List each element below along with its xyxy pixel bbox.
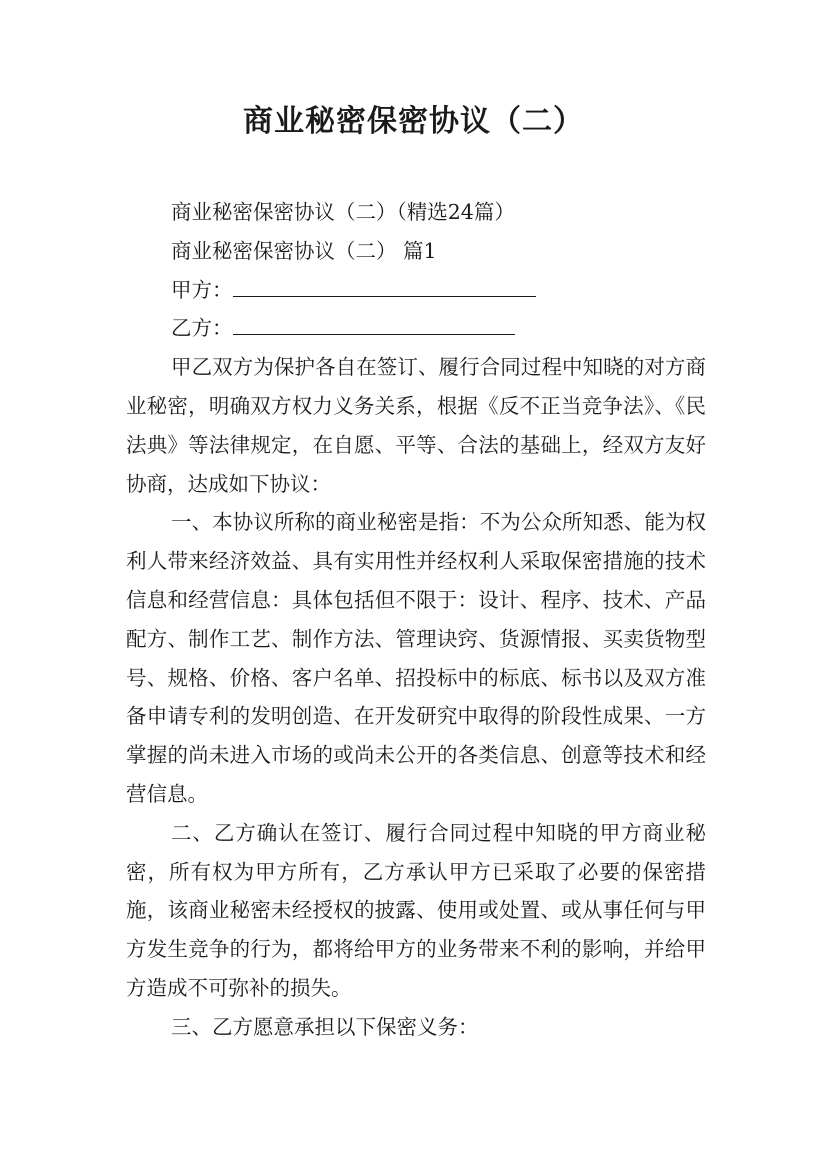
party-b-line (126, 309, 706, 348)
party-b-blank (233, 310, 515, 335)
paragraph-clause-1: 一、本协议所称的商业秘密是指：不为公众所知悉、能为权利人带来经济效益、具有实用性并经权利人采取保密措施的技术信息和经营信息：具体包括但不限于：设计、程序、技术、产品配方、制作工艺、制作方法、管理诀窍、货源情报、买卖货物型号、规格、价格、客户名单、招投标中的标底、标书以及双方准备申请专利的发明创造、在开发研究中取得的阶段性成果、一方掌握的尚未进入市场的或尚未公开的各类信息、创意等技术和经营信息。 (126, 510, 706, 806)
document-title: 商业秘密保密协议（二） (243, 104, 584, 139)
party-b-label: 乙方： (171, 316, 233, 341)
party-a-blank (233, 272, 536, 297)
document-subtitle: 商业秘密保密协议（二）（精选24篇） (171, 200, 515, 224)
party-a-line (126, 271, 706, 310)
section-heading: 商业秘密保密协议（二） 篇1 (171, 238, 437, 263)
party-a-label: 甲方： (171, 277, 233, 302)
paragraph-preamble: 甲乙双方为保护各自在签订、履行合同过程中知晓的对方商业秘密，明确双方权力义务关系，根据《反不正当竞争法》、《民法典》等法律规定，在自愿、平等、合法的基础上，经双方友好协商，达成如下协议： (126, 355, 706, 496)
paragraph-clause-2: 二、乙方确认在签订、履行合同过程中知晓的甲方商业秘密，所有权为甲方所有，乙方承认甲方已采取了必要的保密措施，该商业秘密未经授权的披露、使用或处置、或从事任何与甲方发生竞争的行为，都将给甲方的业务带来不利的影响，并给甲方造成不可弥补的损失。 (126, 820, 706, 1000)
paragraph-clause-3: 三、乙方愿意承担以下保密义务： (171, 1014, 479, 1039)
document-body (126, 193, 706, 1047)
